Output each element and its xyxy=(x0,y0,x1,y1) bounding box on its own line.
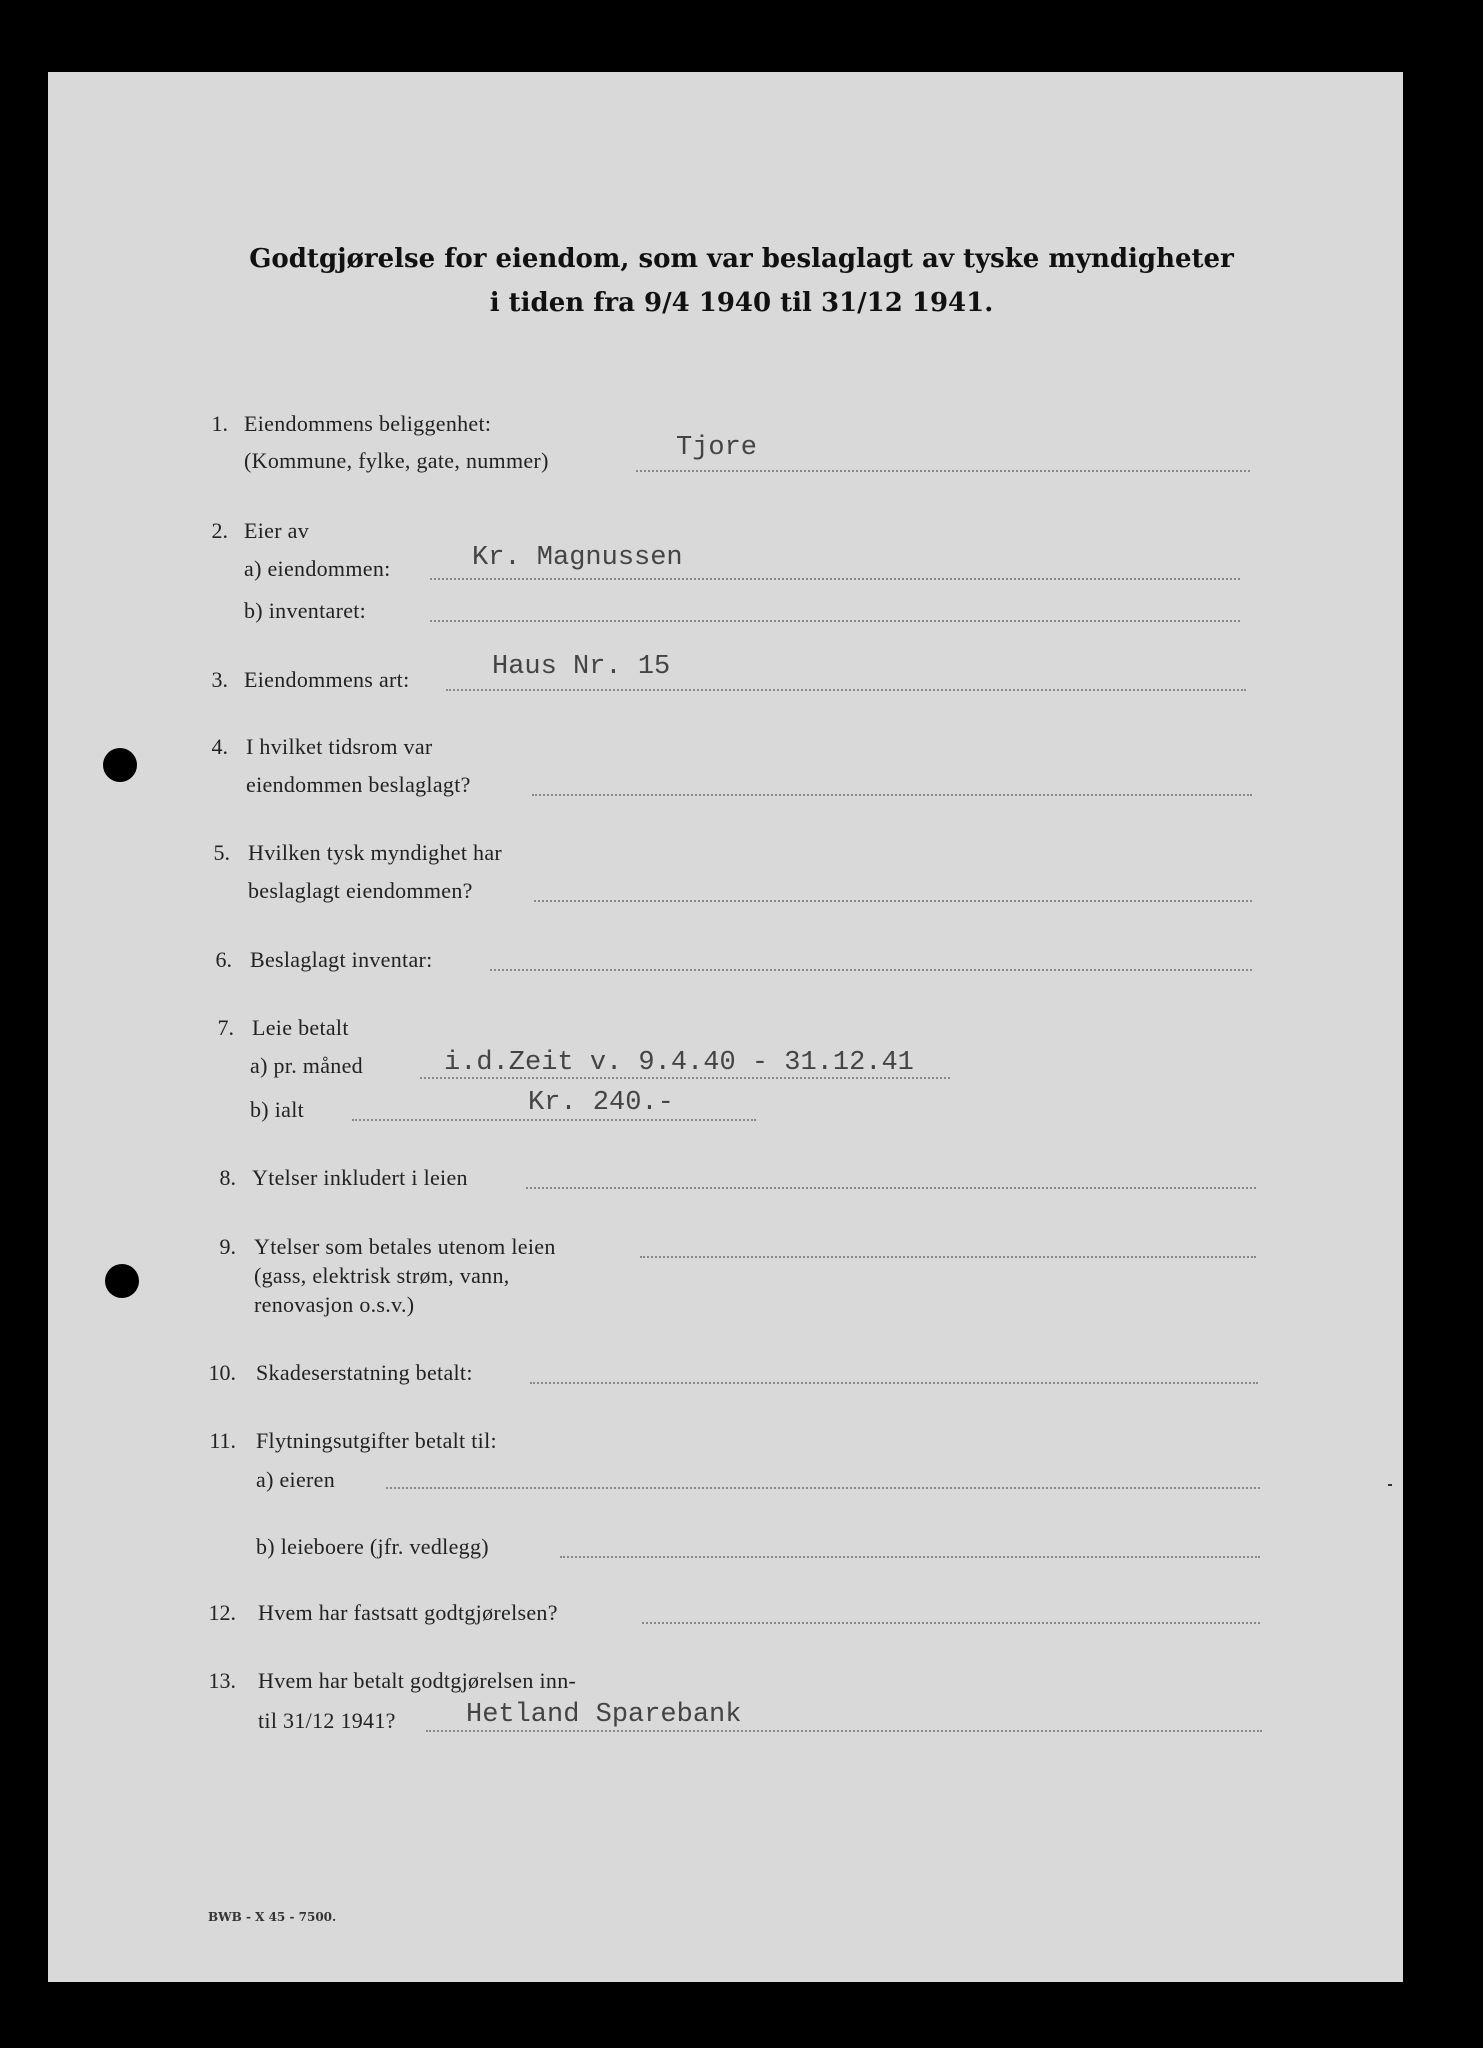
item-11b-line xyxy=(560,1556,1260,1558)
item-13-line xyxy=(426,1730,1262,1732)
item-3-line xyxy=(446,689,1246,691)
item-5-line xyxy=(534,900,1252,902)
item-4-line xyxy=(532,794,1252,796)
item-12-label: Hvem har fastsatt godtgjørelsen? xyxy=(258,1600,558,1625)
punch-hole-top xyxy=(103,748,137,782)
item-5-sublabel: beslaglagt eiendommen? xyxy=(248,878,473,903)
item-9-number: 9. xyxy=(219,1234,236,1259)
item-2-label: Eier av xyxy=(244,518,310,543)
item-8-number: 8. xyxy=(219,1165,236,1190)
item-9-sublabel-1: (gass, elektrisk strøm, vann, xyxy=(254,1263,510,1288)
item-11a-line xyxy=(386,1487,1260,1489)
item-1-answer[interactable]: Tjore xyxy=(676,433,758,463)
item-7b-answer[interactable]: Kr. 240.- xyxy=(528,1088,674,1118)
item-13-label: Hvem har betalt godtgjørelsen inn- xyxy=(258,1668,577,1693)
item-1-sublabel: (Kommune, fylke, gate, nummer) xyxy=(244,448,549,473)
item-7-number: 7. xyxy=(217,1015,234,1040)
item-11a-label: a) eieren xyxy=(256,1467,336,1492)
item-4-sublabel: eiendommen beslaglagt? xyxy=(246,772,471,797)
item-13-answer[interactable]: Hetland Sparebank xyxy=(466,1700,742,1730)
item-3-number: 3. xyxy=(211,667,228,692)
item-10-number: 10. xyxy=(208,1360,236,1385)
item-12-number: 12. xyxy=(208,1600,236,1625)
item-12-line xyxy=(642,1622,1260,1624)
item-1-number: 1. xyxy=(211,411,228,436)
item-2b-label: b) inventaret: xyxy=(244,598,367,623)
item-7-label: Leie betalt xyxy=(252,1015,349,1040)
form-print-code: BWB - X 45 - 7500. xyxy=(208,1910,337,1924)
item-3-answer[interactable]: Haus Nr. 15 xyxy=(492,652,671,682)
item-11-number: 11. xyxy=(209,1428,236,1453)
item-11b-label: b) leieboere (jfr. vedlegg) xyxy=(256,1534,489,1559)
item-11-label: Flytningsutgifter betalt til: xyxy=(256,1428,497,1453)
item-9-label: Ytelser som betales utenom leien xyxy=(254,1234,556,1259)
item-5-number: 5. xyxy=(213,840,230,865)
item-8-line xyxy=(526,1187,1256,1189)
item-6-label: Beslaglagt inventar: xyxy=(250,947,433,972)
item-2a-label: a) eiendommen: xyxy=(244,556,391,581)
item-1-line xyxy=(636,470,1250,472)
item-6-number: 6. xyxy=(215,947,232,972)
item-2-number: 2. xyxy=(211,518,228,543)
item-8-label: Ytelser inkludert i leien xyxy=(252,1165,468,1190)
item-13-number: 13. xyxy=(208,1668,236,1693)
item-2a-line xyxy=(430,578,1240,580)
item-4-label: I hvilket tidsrom var xyxy=(246,734,433,759)
item-7a-answer[interactable]: i.d.Zeit v. 9.4.40 - 31.12.41 xyxy=(444,1048,914,1078)
item-10-line xyxy=(530,1382,1258,1384)
item-7b-label: b) ialt xyxy=(250,1097,305,1122)
item-3-label: Eiendommens art: xyxy=(244,667,410,692)
item-5-label: Hvilken tysk myndighet har xyxy=(248,840,503,865)
item-7a-label: a) pr. måned xyxy=(250,1053,363,1078)
punch-hole-bottom xyxy=(105,1264,139,1298)
item-1-label: Eiendommens beliggenhet: xyxy=(244,411,492,436)
item-2a-answer[interactable]: Kr. Magnussen xyxy=(472,543,683,573)
item-2b-line xyxy=(430,620,1240,622)
item-7b-line xyxy=(352,1119,756,1121)
item-10-label: Skadeserstatning betalt: xyxy=(256,1360,473,1385)
item-4-number: 4. xyxy=(211,734,228,759)
item-9-line xyxy=(640,1256,1256,1258)
item-6-line xyxy=(490,969,1252,971)
paper-speck xyxy=(1388,1484,1392,1486)
form-title-line2: i tiden fra 9/4 1940 til 31/12 1941. xyxy=(489,288,994,318)
item-13-sublabel: til 31/12 1941? xyxy=(258,1708,396,1733)
form-title-line1: Godtgjørelse for eiendom, som var beslaglagt av tyske myndigheter xyxy=(249,244,1234,274)
item-9-sublabel-2: renovasjon o.s.v.) xyxy=(254,1292,415,1317)
